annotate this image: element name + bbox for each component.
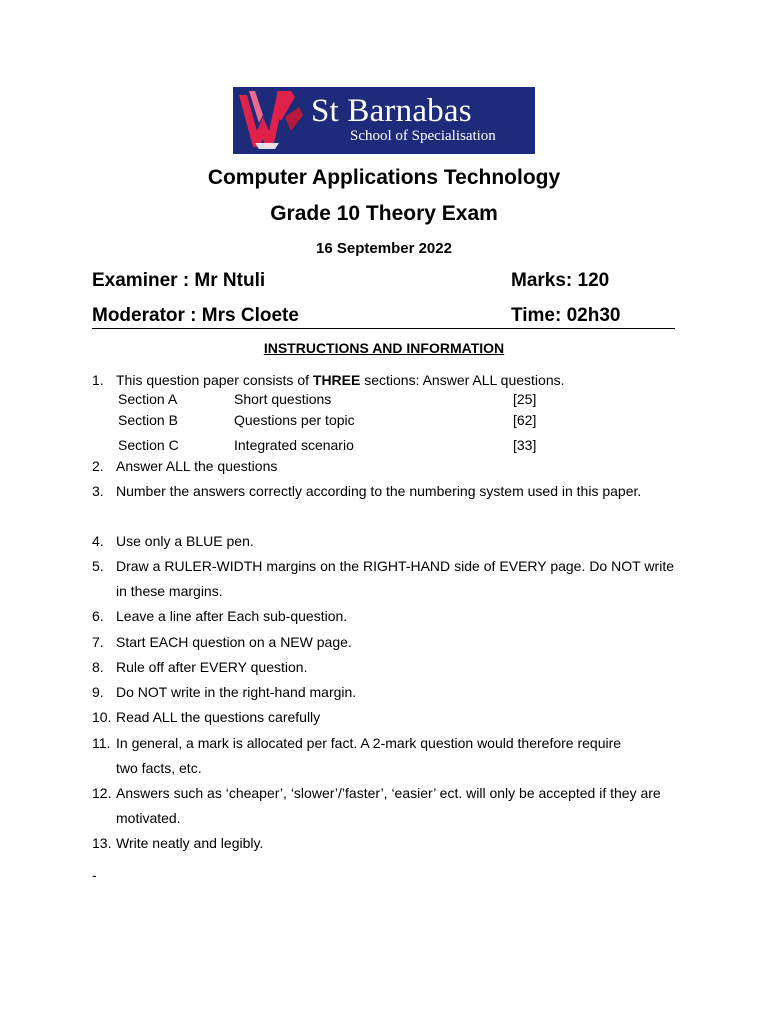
instruction-text-part: This question paper consists of xyxy=(116,372,313,388)
instruction-number: 4. xyxy=(92,533,104,549)
exam-grade-title: Grade 10 Theory Exam xyxy=(270,202,498,225)
exam-date: 16 September 2022 xyxy=(316,240,452,257)
instruction-text: Rule off after EVERY question. xyxy=(116,659,308,675)
instruction-number: 1. xyxy=(92,372,104,388)
instruction-text: Answer ALL the questions xyxy=(116,458,278,474)
instruction-text: Start EACH question on a NEW page. xyxy=(116,634,352,650)
school-crest-icon xyxy=(233,87,313,154)
instruction-number: 6. xyxy=(92,608,104,624)
instruction-text-bold: THREE xyxy=(312,372,361,388)
instruction-text: Number the answers correctly according to the numbering system used in this paper. xyxy=(116,483,642,499)
section-marks: [25] xyxy=(513,391,537,407)
instruction-text: Answers such as ‘cheaper’, ‘slower’/’faster’, ‘easier’ ect. will only be accepted if they are motivated. xyxy=(116,785,661,826)
instruction-number: 3. xyxy=(92,483,104,499)
section-marks: [62] xyxy=(513,412,537,428)
instruction-text: Read ALL the questions carefully xyxy=(116,709,321,725)
instruction-text: Draw a RULER-WIDTH margins on the RIGHT-HAND side of EVERY page. Do NOT write in these margins. xyxy=(116,558,674,599)
section-description: Questions per topic xyxy=(234,412,355,428)
instructions-heading: INSTRUCTIONS AND INFORMATION xyxy=(263,340,505,356)
section-description: Integrated scenario xyxy=(234,437,354,453)
instruction-text: Leave a line after Each sub-question. xyxy=(116,608,348,624)
instruction-number: 12. xyxy=(92,785,112,801)
section-name: Section A xyxy=(118,391,178,407)
instruction-text: In general, a mark is allocated per fact. A 2-mark question would therefore require two facts, etc. xyxy=(116,735,622,776)
instruction-text: Use only a BLUE pen. xyxy=(116,533,254,549)
instruction-item-1 xyxy=(92,368,674,393)
instruction-number: 10. xyxy=(92,709,112,725)
marks-label: Marks: 120 xyxy=(511,270,610,291)
instruction-number: 13. xyxy=(92,835,112,851)
school-logo xyxy=(233,87,535,154)
instruction-number: 9. xyxy=(92,684,104,700)
section-name: Section B xyxy=(118,412,178,428)
instruction-number: 11. xyxy=(92,735,111,751)
instruction-number: 5. xyxy=(92,558,104,574)
instruction-text: Do NOT write in the right-hand margin. xyxy=(116,684,357,700)
section-name: Section C xyxy=(118,437,179,453)
logo-school-subtitle: School of Specialisation xyxy=(350,128,496,144)
instruction-text-part: sections: Answer ALL questions. xyxy=(360,372,565,388)
header-divider xyxy=(92,328,675,329)
instruction-number: 8. xyxy=(92,659,104,675)
logo-school-name: St Barnabas xyxy=(311,93,472,129)
section-marks: [33] xyxy=(513,437,537,453)
moderator-label: Moderator : Mrs Cloete xyxy=(92,305,299,326)
examiner-label: Examiner : Mr Ntuli xyxy=(92,270,266,291)
instruction-text: Write neatly and legibly. xyxy=(116,835,264,851)
instruction-number: 2. xyxy=(92,458,104,474)
time-label: Time: 02h30 xyxy=(511,305,621,326)
section-description: Short questions xyxy=(234,391,332,407)
instruction-number: 7. xyxy=(92,634,104,650)
exam-subject-title: Computer Applications Technology xyxy=(207,166,561,189)
instruction-text xyxy=(116,368,674,393)
trailing-dash: - xyxy=(92,867,97,883)
